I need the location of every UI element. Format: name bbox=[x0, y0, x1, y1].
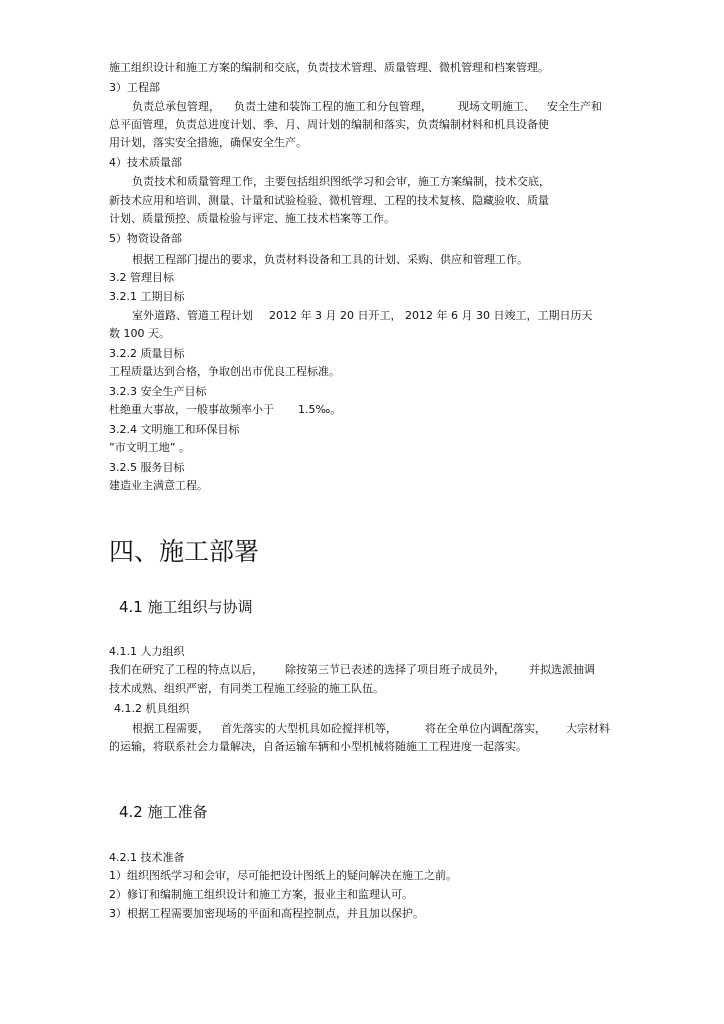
goals-heading: 3.2 管理目标 bbox=[109, 271, 174, 284]
safety-heading: 3.2.3 安全生产目标 bbox=[109, 385, 207, 398]
eng-dept-line-1 bbox=[132, 100, 602, 114]
eng-dept-heading: 3）工程部 bbox=[109, 81, 160, 94]
section-4-title: 四、施工部署 bbox=[109, 537, 260, 566]
schedule-line-1 bbox=[132, 309, 592, 323]
schedule-line-2: 数 100 天。 bbox=[109, 327, 170, 340]
equip-line-1 bbox=[132, 722, 610, 736]
labor-line-2: 技术成熟、组织严密，有同类工程施工经验的施工队伍。 bbox=[109, 682, 384, 695]
eng-dept-l1d: 安全生产和 bbox=[547, 100, 602, 113]
tech-prep-item-3: 3）根据工程需要加密现场的平面和高程控制点，并且加以保护。 bbox=[109, 907, 424, 920]
quality-heading: 3.2.2 质量目标 bbox=[109, 347, 185, 360]
eng-dept-l1b: 负责土建和装饰工程的施工和分包管理， bbox=[234, 100, 432, 113]
schedule-l1b: 2012 年 3 月 20 日开工， 2012 年 6 月 30 日竣工，工期日历天 bbox=[269, 309, 593, 322]
equip-line-2: 的运输，将联系社会力量解决，自备运输车辆和小型机械将随施工工程进度一起落实。 bbox=[109, 740, 527, 753]
section-4-1-title: 4.1 施工组织与协调 bbox=[119, 598, 253, 616]
labor-l1b: 除按第三节已表述的选择了项目班子成员外， bbox=[285, 663, 505, 676]
safety-text-a: 杜绝重大事故，一般事故频率小于 bbox=[109, 403, 274, 416]
quality-text: 工程质量达到合格，争取创出市优良工程标准。 bbox=[109, 365, 340, 378]
schedule-heading: 3.2.1 工期目标 bbox=[109, 290, 185, 303]
equip-l1a: 根据工程需要， bbox=[132, 722, 209, 735]
equip-l1d: 大宗材料 bbox=[566, 722, 610, 735]
eng-dept-line-3: 用计划，落实安全措施，确保安全生产。 bbox=[109, 136, 307, 149]
labor-l1c: 并拟选派抽调 bbox=[529, 663, 595, 676]
labor-line-1 bbox=[109, 663, 595, 677]
safety-text bbox=[109, 403, 341, 417]
tech-dept-line-3: 计划、质量预控、质量检验与评定、施工技术档案等工作。 bbox=[109, 212, 395, 225]
tech-prep-heading: 4.2.1 技术准备 bbox=[109, 851, 185, 864]
eng-dept-l1c: 现场文明施工、 bbox=[458, 100, 535, 113]
labor-heading: 4.1.1 人力组织 bbox=[109, 645, 185, 658]
civil-text: ”市文明工地” 。 bbox=[109, 441, 190, 454]
tech-dept-line-1: 负责技术和质量管理工作，主要包括组织图纸学习和会审，施工方案编制，技术交底， bbox=[132, 175, 550, 188]
material-dept-line-1: 根据工程部门提出的要求，负责材料设备和工具的计划、采购、供应和管理工作。 bbox=[132, 253, 528, 266]
service-text: 建造业主满意工程。 bbox=[109, 479, 208, 492]
schedule-l1a: 室外道路、管道工程计划 bbox=[132, 309, 253, 322]
tech-prep-item-1: 1）组织图纸学习和会审，尽可能把设计图纸上的疑问解决在施工之前。 bbox=[109, 869, 457, 882]
section-4-2-title: 4.2 施工准备 bbox=[119, 803, 208, 821]
tech-dept-heading: 4）技术质量部 bbox=[109, 156, 182, 169]
civil-heading: 3.2.4 文明施工和环保目标 bbox=[109, 423, 240, 436]
tech-dept-line-2: 新技术应用和培训、测量、计量和试验检验、微机管理、工程的技术复核、隐藏验收、质量 bbox=[109, 194, 549, 207]
service-heading: 3.2.5 服务目标 bbox=[109, 461, 185, 474]
tech-prep-item-2: 2）修订和编制施工组织设计和施工方案，报业主和监理认可。 bbox=[109, 888, 413, 901]
safety-text-b: 1.5‰。 bbox=[298, 403, 342, 416]
intro-line: 施工组织设计和施工方案的编制和交底，负责技术管理、质量管理、微机管理和档案管理。 bbox=[109, 61, 549, 74]
material-dept-heading: 5）物资设备部 bbox=[109, 232, 182, 245]
equip-l1c: 将在全单位内调配落实， bbox=[425, 722, 546, 735]
equip-heading: 4.1.2 机具组织 bbox=[114, 702, 190, 715]
labor-l1a: 我们在研究了工程的特点以后， bbox=[109, 663, 263, 676]
eng-dept-l1a: 负责总承包管理， bbox=[132, 100, 220, 113]
equip-l1b: 首先落实的大型机具如砼搅拌机等， bbox=[221, 722, 397, 735]
eng-dept-line-2: 总平面管理，负责总进度计划、季、月、周计划的编制和落实，负责编制材料和机具设备使 bbox=[109, 118, 549, 131]
